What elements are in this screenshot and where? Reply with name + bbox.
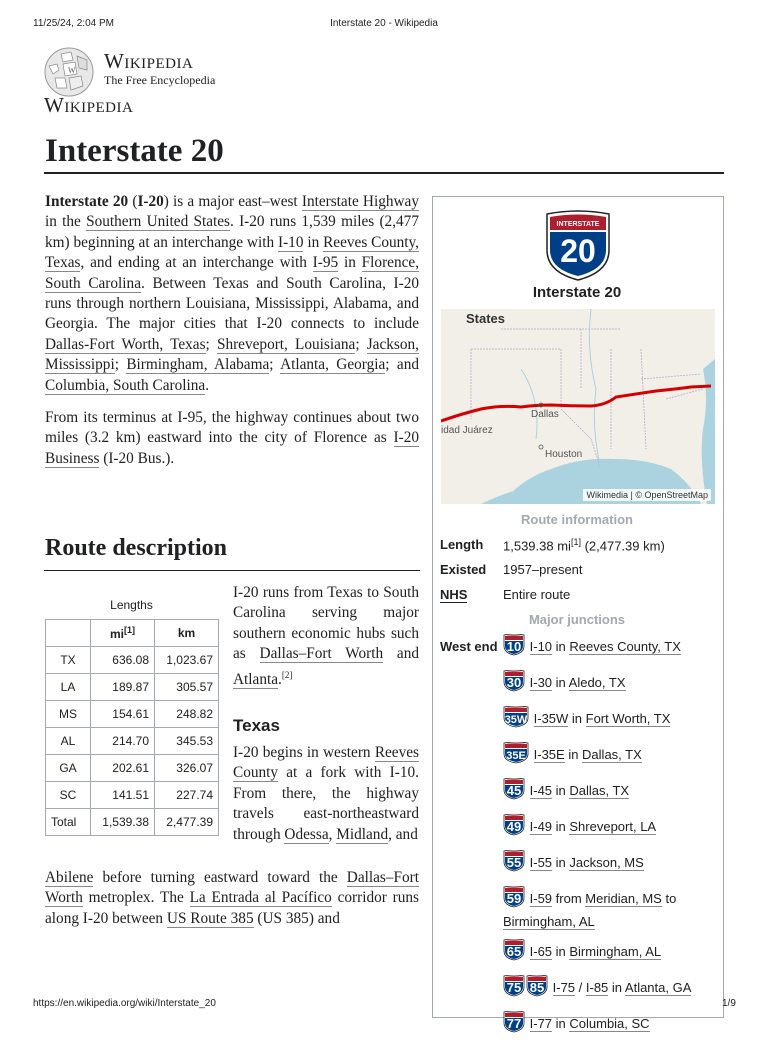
junction-route-link[interactable]: I-35E [533, 746, 565, 762]
junction-route-link[interactable]: I-59 [529, 890, 553, 906]
svg-text:35E: 35E [506, 750, 526, 762]
junction-separator: from [552, 890, 586, 906]
text-run: metroplex. The [82, 889, 190, 907]
lengths-km-cell: 227.74 [155, 782, 219, 809]
nhs-value: Entire route [503, 587, 571, 602]
print-url: https://en.wikipedia.org/wiki/Interstate_20 [33, 998, 216, 1009]
svg-text:INTERSTATE: INTERSTATE [556, 221, 600, 228]
junction-separator: in [552, 943, 570, 959]
junction-place-link[interactable]: Birmingham, AL [569, 943, 662, 959]
lengths-mi-cell: 154.61 [91, 701, 155, 728]
infobox-title: Interstate 20 [532, 284, 622, 301]
inline-link[interactable]: Dallas–Fort Worth [45, 869, 419, 907]
lengths-table [45, 619, 219, 836]
interstate-35e-shield-icon[interactable] [503, 742, 529, 769]
text-run: at a fork with I-10. From there, the highway travels east-northeastward through [233, 764, 419, 843]
interstate-10-shield-icon[interactable] [503, 634, 525, 661]
lengths-km-cell: 305.57 [155, 674, 219, 701]
junctions-list [503, 634, 718, 1047]
texas-text [233, 743, 419, 845]
interstate-65-shield-icon[interactable] [503, 939, 525, 966]
lengths-state-cell: Total [46, 809, 91, 836]
lengths-row [46, 701, 219, 728]
junction-item [503, 939, 718, 966]
junction-place-link[interactable]: Aledo, TX [568, 674, 626, 690]
junction-item [503, 634, 718, 661]
lengths-mi-cell: 636.08 [91, 647, 155, 674]
inline-link[interactable]: I-20 Business [45, 429, 419, 467]
inline-link[interactable]: Dallas–Fort Worth [259, 645, 384, 663]
length-label: Length [440, 537, 484, 552]
text-run: ( [128, 193, 138, 210]
page-title: Interstate 20 [45, 133, 224, 169]
text-run: corridor runs along I-20 between [45, 889, 420, 927]
text-run: ; and [385, 356, 419, 374]
route-map[interactable] [441, 309, 715, 504]
inline-link[interactable]: US Route 385 [166, 909, 254, 927]
lengths-km-cell: 345.53 [155, 728, 219, 755]
length-ref[interactable]: [1] [570, 537, 581, 547]
section-heading-route-description: Route description [45, 535, 227, 561]
print-datetime: 11/25/24, 2:04 PM [33, 18, 114, 29]
junction-separator: to [661, 890, 677, 906]
inline-link[interactable]: Midland [336, 825, 389, 843]
inline-link[interactable]: Interstate Highway [301, 193, 419, 210]
junction-route-link[interactable]: I-35W [533, 710, 569, 726]
interstate-75-shield-icon[interactable] [503, 975, 525, 1002]
lengths-mi-cell: 141.51 [91, 782, 155, 809]
junction-separator: in [608, 979, 625, 995]
inline-link[interactable]: Reeves County, Texas [45, 233, 419, 272]
major-junctions-header: Major junctions [528, 612, 626, 627]
junction-item [503, 975, 718, 1002]
lengths-header-mi: mi[1] [91, 620, 155, 647]
junction-route-link[interactable]: I-65 [529, 943, 553, 959]
junction-item [503, 670, 718, 697]
lengths-state-cell: AL [46, 728, 91, 755]
lengths-mi-cell: 189.87 [91, 674, 155, 701]
text-run: , and [388, 825, 418, 843]
lengths-km-cell: 1,023.67 [155, 647, 219, 674]
svg-text:77: 77 [506, 1016, 522, 1031]
interstate-59-shield-icon[interactable] [503, 886, 525, 913]
inline-link[interactable]: Southern United States [86, 213, 230, 231]
text-run: before turning eastward toward the [93, 869, 347, 886]
interstate-49-shield-icon[interactable] [503, 814, 525, 841]
inline-link[interactable]: Shreveport, Louisiana [216, 335, 356, 353]
junction-place-link[interactable]: Dallas, TX [569, 782, 630, 798]
inline-link[interactable]: Reeves County [233, 744, 419, 782]
inline-link[interactable]: Dallas-Fort Worth, Texas [45, 335, 206, 353]
map-credit[interactable]: Wikimedia | © OpenStreetMap [583, 489, 711, 501]
lengths-row [46, 782, 219, 809]
text-run: , [328, 825, 337, 843]
interstate-20-shield-icon [543, 210, 613, 282]
svg-text:idad Juárez: idad Juárez [441, 425, 493, 436]
junction-place-link[interactable]: Birmingham, AL [503, 914, 595, 929]
svg-text:65: 65 [506, 944, 522, 959]
svg-text:W: W [68, 66, 76, 75]
junction-item [503, 886, 718, 931]
interstate-85-shield-icon[interactable] [526, 975, 548, 1002]
svg-text:30: 30 [506, 675, 522, 690]
junction-place-link[interactable]: Jackson, MS [569, 854, 644, 870]
junction-place-link[interactable]: Columbia, SC [569, 1015, 650, 1031]
lead-section [45, 192, 419, 481]
lead-paragraph-2 [45, 408, 419, 469]
interstate-55-shield-icon[interactable] [503, 850, 525, 877]
svg-text:55: 55 [506, 855, 522, 870]
svg-text:59: 59 [506, 891, 522, 906]
lengths-row [46, 755, 219, 782]
texas-paragraph-1 [233, 743, 419, 845]
text-run: ; [355, 335, 367, 353]
junction-separator: in [564, 746, 583, 762]
inline-link[interactable]: La Entrada al Pacífico [189, 889, 332, 907]
svg-text:45: 45 [506, 783, 522, 798]
text-run: in the [45, 213, 87, 231]
junction-route-link[interactable]: I-75 [552, 979, 576, 995]
text-run: in [303, 233, 324, 251]
text-run: . I-20 runs 1,539 miles (2,477 km) beginning at an interchange with [45, 213, 419, 251]
text-run: From its terminus at I-95, the highway continues about two miles (3.2 km) eastward into the city of Florence as [45, 409, 419, 447]
text-run: ; [269, 356, 281, 374]
text-run: (I-20 Bus.). [99, 449, 175, 467]
route-description-text [233, 583, 419, 702]
junction-item [503, 742, 718, 769]
junction-item [503, 706, 718, 733]
inline-link[interactable]: Jackson, Mississippi [45, 335, 419, 374]
wikipedia-wordmark: Wikipedia [104, 49, 194, 73]
svg-text:49: 49 [506, 819, 522, 834]
print-page-count: 1/9 [722, 998, 736, 1009]
text-run: and [383, 645, 419, 663]
junction-separator: in [552, 782, 570, 798]
text-run: ) is a major east–west [163, 193, 302, 210]
lengths-row [46, 674, 219, 701]
junction-route-link[interactable]: I-45 [529, 782, 553, 798]
lengths-mi-cell: 1,539.38 [91, 809, 155, 836]
text-run: ; [205, 335, 217, 353]
svg-text:States: States [466, 311, 506, 326]
interstate-35w-shield-icon[interactable] [503, 706, 529, 733]
lengths-state-cell: LA [46, 674, 91, 701]
wikipedia-tagline: The Free Encyclopedia [104, 73, 216, 87]
interstate-30-shield-icon[interactable] [503, 670, 525, 697]
inline-link[interactable]: Columbia, South Carolina [45, 376, 206, 394]
junction-place-link[interactable]: Reeves County, TX [569, 638, 681, 654]
inline-link[interactable]: I-95 [312, 254, 339, 272]
bold-text: I-20 [137, 193, 164, 210]
title-underline [44, 172, 724, 174]
junction-route-link[interactable]: I-30 [529, 674, 553, 690]
inline-link[interactable]: Atlanta, Georgia [280, 356, 386, 374]
inline-link[interactable]: Abilene [45, 869, 94, 886]
svg-text:75: 75 [506, 980, 522, 995]
text-run: . Between Texas and South Carolina, I-20 runs through northern Louisiana, Mississippi, Alabama, and Georgia. The major cities that I-20 connects to include [45, 274, 419, 333]
mi-ref[interactable]: [1] [124, 625, 135, 635]
interstate-45-shield-icon[interactable] [503, 778, 525, 805]
print-page-title: Interstate 20 - Wikipedia [330, 18, 438, 29]
svg-text:Houston: Houston [545, 449, 583, 460]
lengths-caption: Lengths [110, 598, 153, 612]
inline-link[interactable]: Birmingham, Alabama [126, 356, 270, 374]
inline-link[interactable]: Florence, South Carolina [45, 254, 420, 292]
section-underline [44, 570, 420, 571]
lengths-km-cell: 248.82 [155, 701, 219, 728]
lengths-state-cell: GA [46, 755, 91, 782]
lengths-header-state [46, 620, 91, 647]
subsection-heading-texas: Texas [233, 716, 280, 735]
existed-value: 1957–present [503, 562, 583, 577]
wikipedia-wordmark-secondary: Wikipedia [44, 93, 134, 117]
length-value: 1,539.38 mi[1] (2,477.39 km) [503, 537, 665, 554]
lengths-row [46, 809, 219, 836]
bold-text: Interstate 20 [45, 193, 129, 210]
wikipedia-globe-logo[interactable] [43, 46, 95, 98]
nhs-label[interactable]: NHS [440, 587, 468, 602]
text-run: (US 385) and [253, 909, 340, 927]
text-run: in [338, 254, 362, 272]
junction-separator: in [552, 674, 569, 690]
route-paragraph-1 [233, 583, 419, 690]
svg-text:35W: 35W [504, 714, 528, 726]
existed-label: Existed [440, 562, 487, 577]
texas-paragraph-2 [45, 868, 419, 929]
text-run: , and ending at an interchange with [80, 254, 313, 272]
lengths-km-cell: 326.07 [155, 755, 219, 782]
junction-separator: in [552, 1015, 570, 1031]
junction-separator: in [552, 638, 570, 654]
junction-route-link[interactable]: I-55 [529, 854, 553, 870]
text-run: ; [114, 356, 127, 374]
text-run: . [278, 670, 282, 688]
svg-text:20: 20 [560, 233, 596, 269]
junction-route-link[interactable]: I-85 [585, 979, 609, 995]
junction-separator: in [552, 854, 570, 870]
lengths-header-km: km [155, 620, 219, 647]
junction-item [503, 1011, 718, 1038]
junction-item [503, 778, 718, 805]
inline-link[interactable]: Odessa [284, 825, 329, 843]
lengths-row [46, 647, 219, 674]
junction-separator: in [552, 818, 570, 834]
inline-link[interactable]: Atlanta [233, 670, 279, 688]
svg-text:10: 10 [506, 639, 522, 654]
inline-link[interactable]: I-10 [277, 233, 304, 251]
lengths-mi-cell: 214.70 [91, 728, 155, 755]
junction-item [503, 814, 718, 841]
junction-route-link[interactable]: I-49 [529, 818, 553, 834]
lead-paragraph-1 [45, 192, 419, 396]
svg-text:Dallas: Dallas [531, 409, 559, 420]
lengths-state-cell: SC [46, 782, 91, 809]
junction-route-link[interactable]: I-77 [529, 1015, 553, 1031]
lengths-header-row [46, 620, 219, 647]
junction-place-link[interactable]: Fort Worth, TX [585, 710, 671, 726]
junction-item [503, 850, 718, 877]
lengths-state-cell: MS [46, 701, 91, 728]
separator: / [575, 979, 586, 995]
interstate-77-shield-icon[interactable] [503, 1011, 525, 1038]
route-information-header: Route information [521, 512, 633, 527]
text-run: I-20 runs from Texas to South Carolina serving major southern economic hubs such as [233, 584, 419, 663]
west-end-label: West end [440, 639, 498, 654]
svg-text:85: 85 [529, 980, 545, 995]
junction-separator: in [568, 710, 586, 726]
text-run: I-20 begins in western [233, 744, 375, 761]
junction-place-link[interactable]: Dallas, TX [582, 746, 642, 762]
text-run: . [205, 376, 210, 394]
junction-route-link[interactable]: I-10 [529, 638, 553, 654]
texas-text-continued [45, 868, 419, 929]
junction-place-link[interactable]: Atlanta, GA [624, 979, 692, 995]
lengths-km-cell: 2,477.39 [155, 809, 219, 836]
junction-place-link[interactable]: Shreveport, LA [569, 818, 657, 834]
citation-ref[interactable]: [2] [281, 669, 293, 680]
junction-place-link[interactable]: Meridian, MS [585, 890, 662, 906]
lengths-row [46, 728, 219, 755]
lengths-mi-cell: 202.61 [91, 755, 155, 782]
lengths-state-cell: TX [46, 647, 91, 674]
